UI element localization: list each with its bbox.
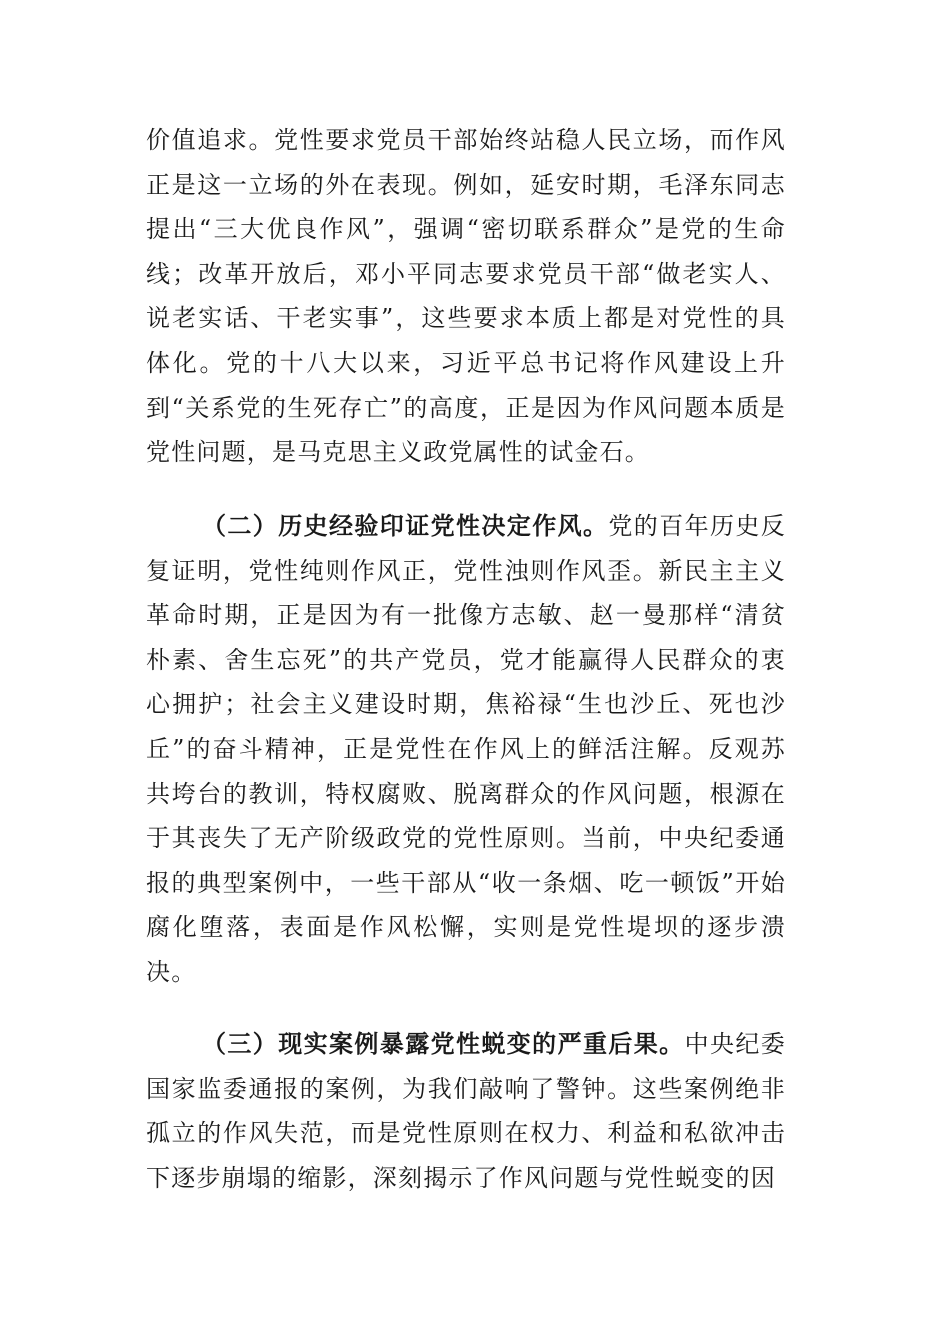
section-three-paragraph bbox=[146, 1022, 786, 1200]
section-heading: （二）历史经验印证党性决定作风。 bbox=[202, 511, 609, 540]
paragraph-text: 价值追求。党性要求党员干部始终站稳人民立场，而作风正是这一立场的外在表现。例如，延安时期，毛泽东同志提出“三大优良作风”，强调“密切联系群众”是党的生命线；改革开放后，邓小平同志要求党员干部“做老实人、说老实话、干老实事”，这些要求本质上都是对党性的具体化。党的十八大以来，习近平总书记将作风建设上升到“关系党的生死存亡”的高度，正是因为作风问题本质是党性问题，是马克思主义政党属性的试金石。 bbox=[146, 126, 786, 467]
section-two-paragraph bbox=[146, 504, 786, 995]
section-heading: （三）现实案例暴露党性蜕变的严重后果。 bbox=[202, 1029, 685, 1058]
paragraph-text: 中央纪委国家监委通报的案例，为我们敲响了警钟。这些案例绝非孤立的作风失范，而是党性原则在权力、利益和私欲冲击下逐步崩塌的缩影，深刻揭示了作风问题与党性蜕变的因 bbox=[146, 1030, 786, 1192]
paragraph-continuation bbox=[146, 118, 786, 475]
paragraph-text: 党的百年历史反复证明，党性纯则作风正，党性浊则作风歪。新民主主义革命时期，正是因为有一批像方志敏、赵一曼那样“清贫朴素、舍生忘死”的共产党员，党才能赢得人民群众的衷心拥护；社会主义建设时期，焦裕禄“生也沙丘、死也沙丘”的奋斗精神，正是党性在作风上的鲜活注解。反观苏共垮台的教训，特权腐败、脱离群众的作风问题，根源在于其丧失了无产阶级政党的党性原则。当前，中央纪委通报的典型案例中，一些干部从“收一条烟、吃一顿饭”开始腐化堕落，表面是作风松懈，实则是党性堤坝的逐步溃决。 bbox=[146, 512, 787, 986]
